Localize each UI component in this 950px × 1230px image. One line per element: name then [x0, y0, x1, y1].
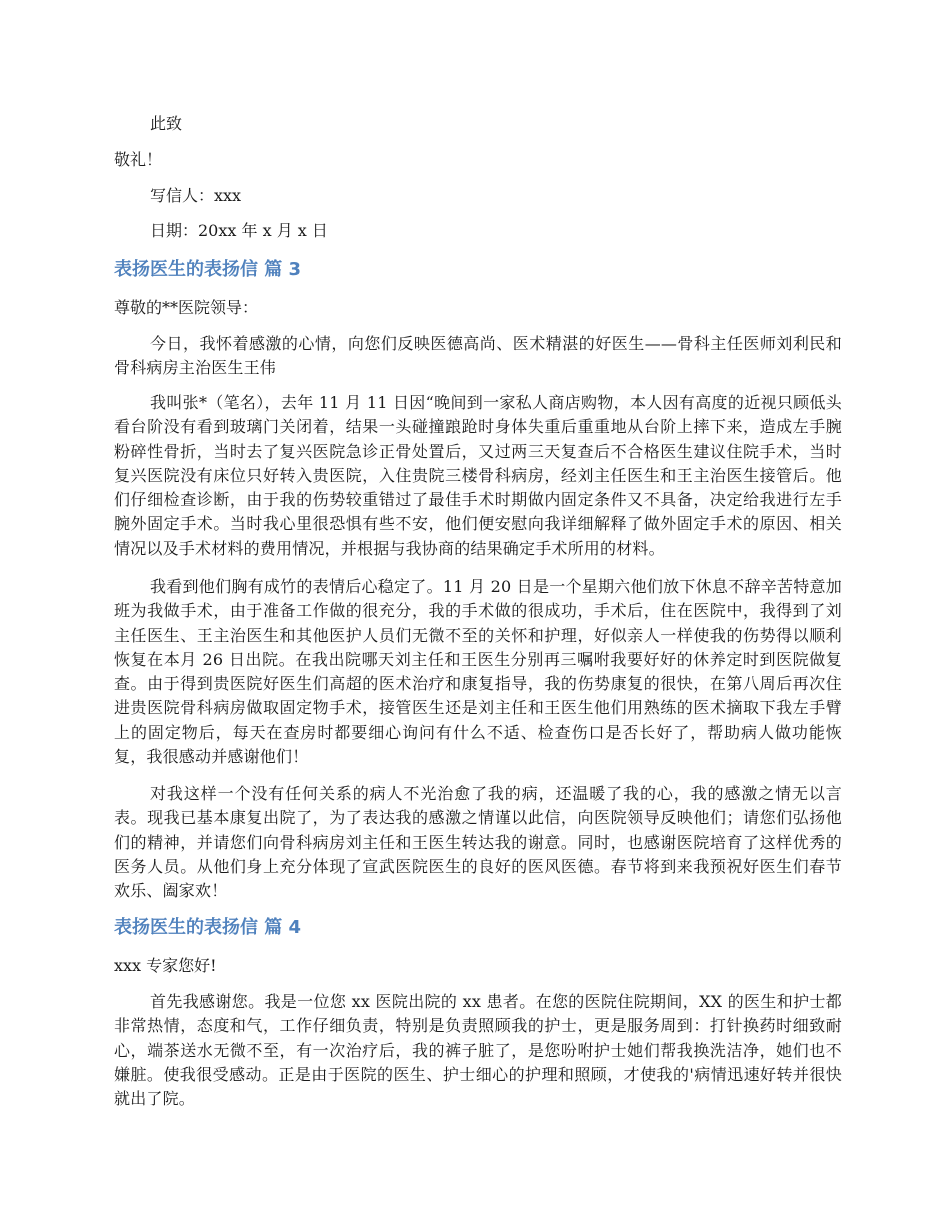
section-4-salutation: xxx 专家您好!	[114, 956, 217, 975]
section-4-paragraph-1: 首先我感谢您。我是一位您 xx 医院出院的 xx 患者。在您的医院住院期间，XX 的医生和护士都非常热情，态度和气，工作仔细负责，特别是负责照顾我的护士，更是服务周到：打针换药时细致耐心，端茶送水无微不至，有一次治疗后，我的裤子脏了，是您吩咐护士她们帮我换洗洁净，她们也不嫌脏。使我很受感动。正是由于医院的医生、护士细心的护理和照顾，才使我的'病情迅速好转并很快就出了院。	[114, 992, 842, 1109]
section-3-paragraph-3: 我看到他们胸有成竹的表情后心稳定了。11 月 20 日是一个星期六他们放下休息不辞辛苦特意加班为我做手术，由于准备工作做的很充分，我的手术做的很成功，手术后，住在医院中，我得到了刘主任医生、王主治医生和其他医护人员们无微不至的关怀和护理，好似亲人一样使我的伤势得以顺利恢复在本月 26 日出院。在我出院哪天刘主任和王医生分别再三嘱咐我要好好的休养定时到医院做复查。由于得到贵医院好医生们高超的医术治疗和康复指导，我的伤势康复的很快，在第八周后再次住进贵医院骨科病房做取固定物手术，接管医生还是刘主任和王医生他们用熟练的医术摘取下我左手臂上的固定物后，每天在查房时都要细心询问有什么不适、检查伤口是否长好了，帮助病人做功能恢复，我很感动并感谢他们！	[114, 577, 842, 767]
writer-line: 写信人：xxx	[150, 186, 242, 205]
section-3-heading: 表扬医生的表扬信 篇 3	[114, 259, 302, 280]
date-line: 日期：20xx 年 x 月 x 日	[150, 221, 328, 240]
section-3-salutation: 尊敬的**医院领导：	[114, 298, 259, 317]
section-4-heading: 表扬医生的表扬信 篇 4	[114, 917, 302, 938]
section-3-paragraph-2: 我叫张*（笔名），去年 11 月 11 日因“晚间到一家私人商店购物，本人因有高度的近视只顾低头看台阶没有看到玻璃门关闭着，结果一头碰撞踉跄时身体失重后重重地从台阶上摔下来，造成左手腕粉碎性骨折，当时去了复兴医院急诊正骨处置后，又过两三天复查后不合格医生建议住院手术，当时复兴医院没有床位只好转入贵医院，入住贵院三楼骨科病房，经刘主任医生和王主治医生接管后。他们仔细检查诊断，由于我的伤势较重错过了最佳手术时期做内固定条件又不具备，决定给我进行左手腕外固定手术。当时我心里很恐惧有些不安，他们便安慰向我详细解释了做外固定手术的原因、相关情况以及手术材料的费用情况，并根据与我协商的结果确定手术所用的材料。	[114, 393, 842, 558]
closing-ci-zhi: 此致	[150, 114, 183, 133]
section-3-paragraph-1: 今日，我怀着感激的心情，向您们反映医德高尚、医术精湛的好医生——骨科主任医师刘利民和骨科病房主治医生王伟	[114, 334, 842, 378]
section-3-paragraph-4: 对我这样一个没有任何关系的病人不光治愈了我的病，还温暖了我的心，我的感激之情无以言表。现我已基本康复出院了，为了表达我的感激之情谨以此信，向医院领导反映他们；请您们弘扬他们的精神，并请您们向骨科病房刘主任和王医生转达我的谢意。同时，也感谢医院培育了这样优秀的医务人员。从他们身上充分体现了宣武医院医生的良好的医风医德。春节将到来我预祝好医生们春节欢乐、阖家欢！	[114, 784, 842, 901]
closing-jing-li: 敬礼！	[114, 150, 163, 169]
